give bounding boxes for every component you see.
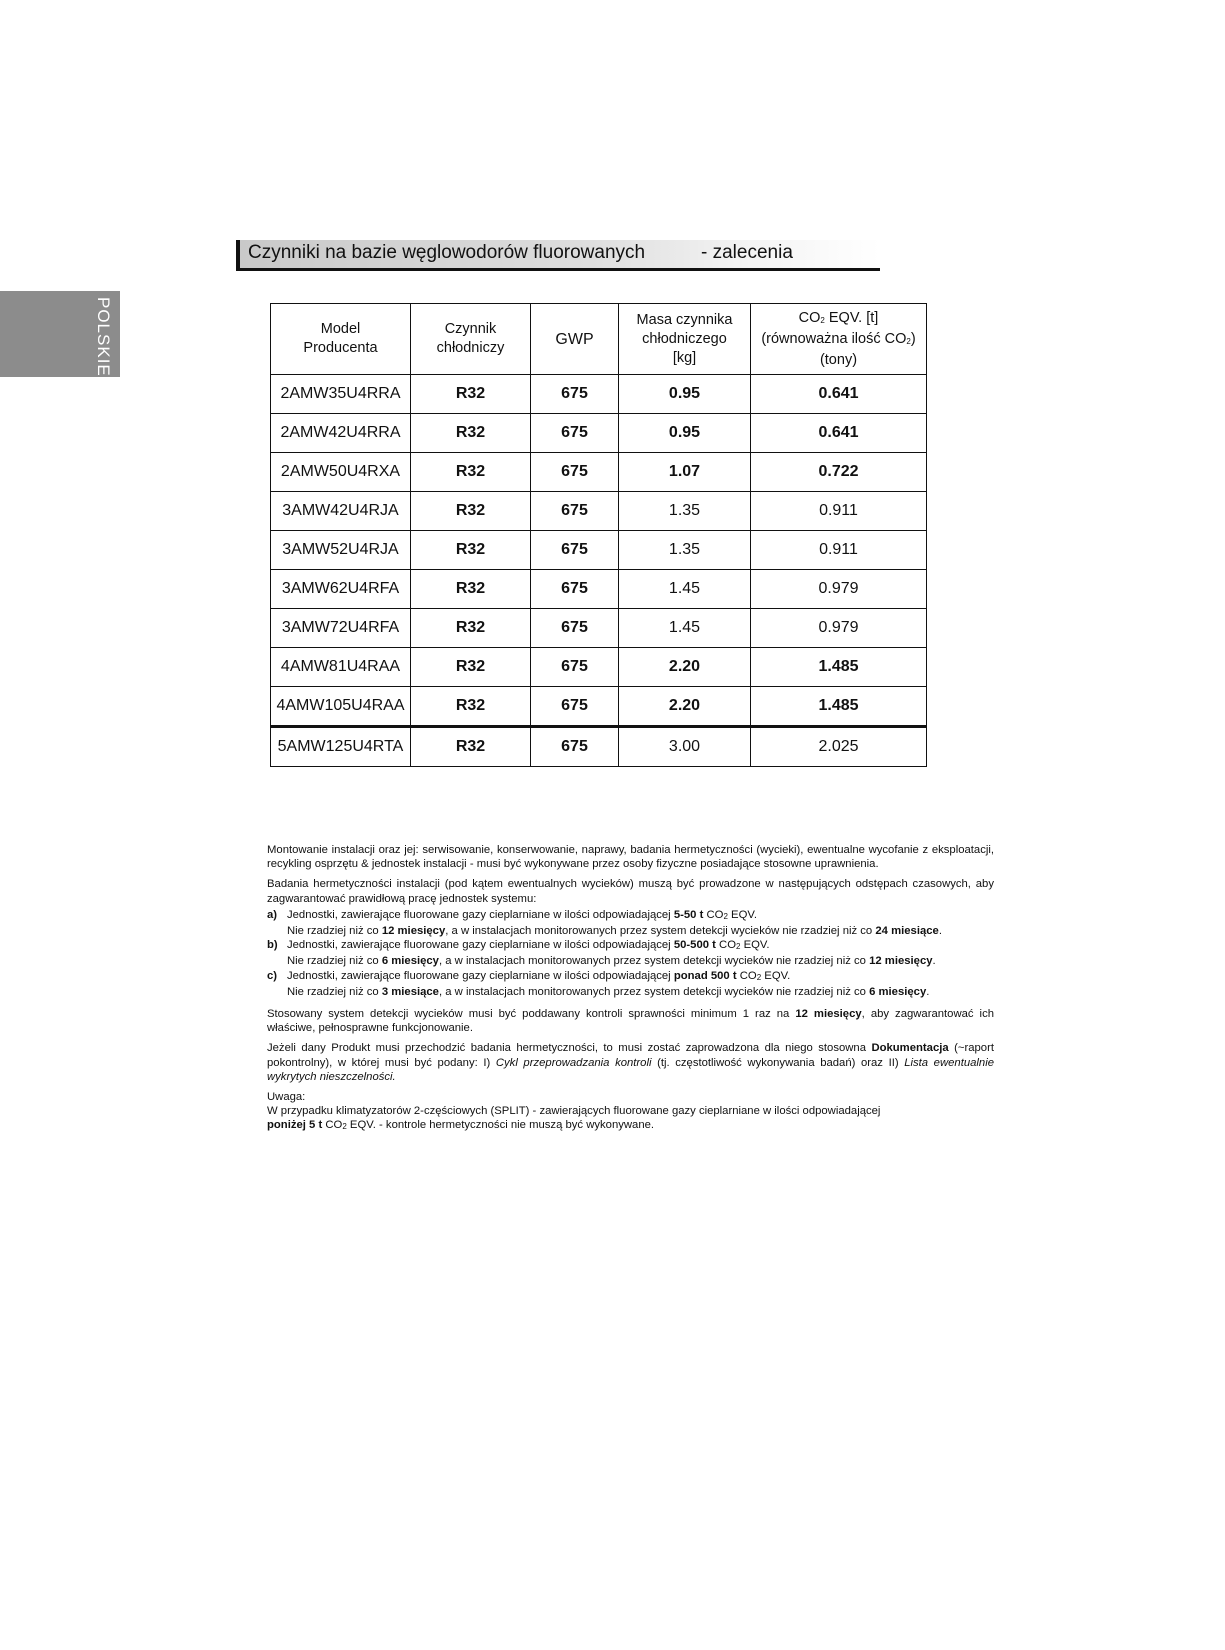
cell-gwp: 675 (531, 375, 619, 414)
cell-mass: 1.45 (619, 570, 751, 609)
cell-co2: 0.979 (751, 609, 927, 648)
header-model: Model Producenta (271, 304, 411, 375)
cell-mass: 1.07 (619, 453, 751, 492)
cell-mass: 1.45 (619, 609, 751, 648)
table-row (271, 492, 927, 531)
cell-co2: 2.025 (751, 727, 927, 767)
cell-mass: 3.00 (619, 727, 751, 767)
cell-model: 2AMW42U4RRA (271, 414, 411, 453)
cell-gwp: 675 (531, 609, 619, 648)
list-item: c) Jednostki, zawierające fluorowane gazy cieplarniane w ilości odpowiadającej ponad 500 t $CO_2$ EQV. Nie rzadziej niż co 3 miesiące, a w instalacjach monitorowanych przez system detekcji wycieków nie rzadziej niż co 6 miesięcy. (267, 969, 930, 998)
table-row (271, 609, 927, 648)
language-tab-label: POLSKIE (94, 297, 113, 377)
leak-check-list (267, 908, 994, 999)
cell-refrigerant: R32 (411, 648, 531, 687)
table-row (271, 727, 927, 767)
cell-refrigerant: R32 (411, 570, 531, 609)
table-row (271, 648, 927, 687)
table-row (271, 570, 927, 609)
cell-co2: 1.485 (751, 687, 927, 727)
cell-refrigerant: R32 (411, 727, 531, 767)
cell-refrigerant: R32 (411, 414, 531, 453)
cell-refrigerant: R32 (411, 375, 531, 414)
cell-mass: 0.95 (619, 375, 751, 414)
paragraph-installation: Montowanie instalacji oraz jej: serwisowanie, konserwowanie, naprawy, badania hermetyczności (wycieki), ewentualne wycofanie z eksploatacji, recykling osprzętu & jednostek instalacji - musi być wykonywane przez osoby fizyczne posiadające stosowne uprawnienia. (267, 844, 994, 871)
table-row (271, 375, 927, 414)
cell-model: 4AMW81U4RAA (271, 648, 411, 687)
table-row (271, 531, 927, 570)
heading-title: Czynniki na bazie węglowodorów fluorowanych (248, 242, 646, 263)
header-co2: $CO_2$ EQV. [t] (równoważna ilość $CO_2$) (tony) (751, 304, 927, 375)
cell-gwp: 675 (531, 727, 619, 767)
cell-gwp: 675 (531, 414, 619, 453)
cell-mass: 0.95 (619, 414, 751, 453)
table-row (271, 687, 927, 727)
cell-gwp: 675 (531, 453, 619, 492)
table-row (271, 453, 927, 492)
cell-refrigerant: R32 (411, 609, 531, 648)
refrigerant-table (270, 303, 927, 767)
cell-mass: 2.20 (619, 687, 751, 727)
cell-co2: 0.641 (751, 375, 927, 414)
cell-refrigerant: R32 (411, 453, 531, 492)
paragraph-documentation: Jeżeli dany Produkt musi przechodzić badania hermetyczności, to musi zostać zaprowadzona dla niego stosowna Dokumentacja (~raport pokontrolny), w której musi być podany: I) Cykl przeprowadzania kontroli (tj. częstotliwość wykonywania badań) oraz II) Lista ewentualnie wykrytych nieszczelności. (267, 1042, 994, 1083)
table-row (271, 414, 927, 453)
cell-model: 3AMW72U4RFA (271, 609, 411, 648)
note: Uwaga: W przypadku klimatyzatorów 2-częściowych (SPLIT) - zawierających fluorowane gazy cieplarniane w ilości odpowiadającej poniżej 5 t $CO_2$ EQV. - kontrole hermetyczności nie muszą być wykonywane. (267, 1091, 881, 1132)
header-gwp: GWP (531, 304, 619, 375)
list-item: a) Jednostki, zawierające fluorowane gazy cieplarniane w ilości odpowiadającej 5-50 t $CO_2$ EQV. Nie rzadziej niż co 12 miesięcy, a w instalacjach monitorowanych przez system detekcji wycieków nie rzadziej niż co 24 miesiące. (267, 908, 942, 938)
cell-co2: 0.911 (751, 531, 927, 570)
cell-model: 3AMW62U4RFA (271, 570, 411, 609)
cell-refrigerant: R32 (411, 492, 531, 531)
header-refrigerant: Czynnik chłodniczy (411, 304, 531, 375)
cell-mass: 1.35 (619, 531, 751, 570)
table-header-row (271, 304, 927, 375)
header-mass: Masa czynnika chłodniczego [kg] (619, 304, 751, 375)
paragraph-detection-system: Stosowany system detekcji wycieków musi być poddawany kontroli sprawności minimum 1 raz na 12 miesięcy, aby zagwarantować ich właściwe, pełnosprawne funkcjonowanie. (267, 1008, 994, 1035)
cell-model: 2AMW35U4RRA (271, 375, 411, 414)
section-heading (236, 240, 880, 271)
cell-model: 5AMW125U4RTA (271, 727, 411, 767)
cell-gwp: 675 (531, 687, 619, 727)
cell-mass: 2.20 (619, 648, 751, 687)
cell-refrigerant: R32 (411, 531, 531, 570)
cell-model: 3AMW52U4RJA (271, 531, 411, 570)
cell-co2: 0.641 (751, 414, 927, 453)
language-tab (0, 291, 120, 377)
heading-subtitle: - zalecenia (701, 242, 793, 263)
cell-co2: 0.722 (751, 453, 927, 492)
cell-gwp: 675 (531, 492, 619, 531)
paragraph-leak-checks: Badania hermetyczności instalacji (pod kątem ewentualnych wycieków) muszą być prowadzone w następujących odstępach czasowych, aby zagwarantować prawidłową pracę jednostek systemu: (267, 878, 994, 905)
body-text (267, 843, 994, 1141)
cell-gwp: 675 (531, 570, 619, 609)
cell-co2: 1.485 (751, 648, 927, 687)
cell-refrigerant: R32 (411, 687, 531, 727)
cell-mass: 1.35 (619, 492, 751, 531)
cell-model: 3AMW42U4RJA (271, 492, 411, 531)
cell-model: 4AMW105U4RAA (271, 687, 411, 727)
list-item: b) Jednostki, zawierające fluorowane gazy cieplarniane w ilości odpowiadającej 50-500 t $CO_2$ EQV. Nie rzadziej niż co 6 miesięcy, a w instalacjach monitorowanych przez system detekcji wycieków nie rzadziej niż co 12 miesięcy. (267, 939, 936, 968)
cell-gwp: 675 (531, 648, 619, 687)
cell-co2: 0.979 (751, 570, 927, 609)
cell-model: 2AMW50U4RXA (271, 453, 411, 492)
cell-gwp: 675 (531, 531, 619, 570)
cell-co2: 0.911 (751, 492, 927, 531)
